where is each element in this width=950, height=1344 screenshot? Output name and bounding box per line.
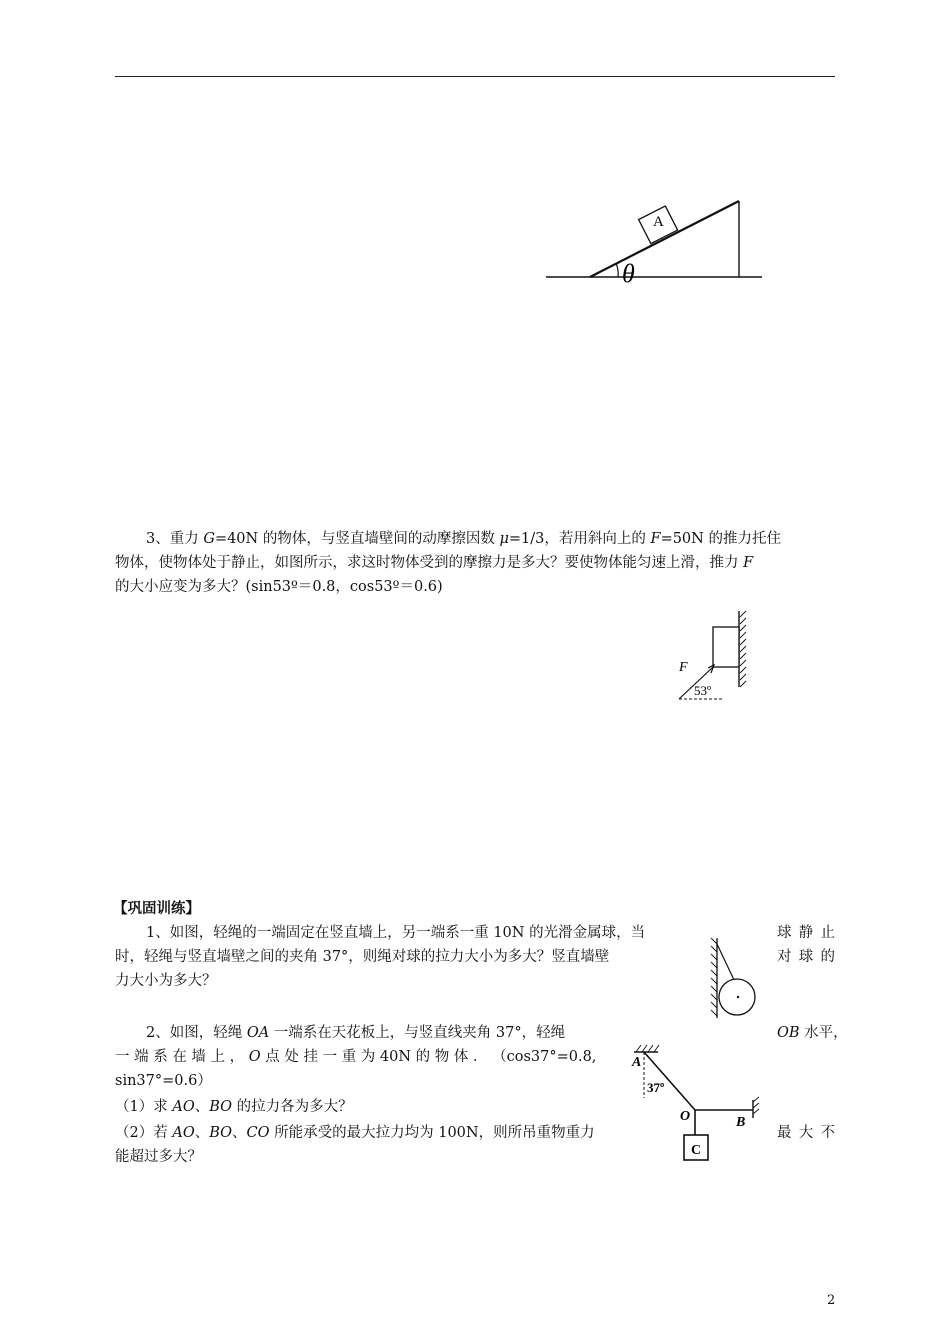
force-f-label: F	[679, 660, 688, 675]
block-c-label: C	[691, 1143, 702, 1158]
p1-line-1: 1、如图，轻绳的一端固定在竖直墙上，另一端系一重 10N 的光滑金属球，当	[146, 925, 646, 941]
point-o-label: O	[680, 1109, 691, 1124]
q3-line-3: 的大小应变为多大？(sin53º＝0.8，cos53º＝0.6)	[115, 579, 443, 595]
p2-line-1: 2、如图，轻绳 OA 一端系在天花板上，与竖直线夹角 37°，轻绳	[146, 1025, 566, 1041]
block-a-label: A	[653, 214, 664, 230]
incline-diagram	[540, 190, 770, 290]
page-number: 2	[827, 1293, 836, 1308]
point-a-label: A	[632, 1055, 642, 1070]
p2-line-5-right: 最 大 不	[777, 1125, 835, 1141]
p2-line-2: 一 端 系 在 墙 上 ， O 点 处 挂 一 重 为 40N 的 物 体 ． （cos37°=0.8,	[115, 1049, 597, 1065]
p2-line-6: 能超过多大？	[115, 1149, 202, 1165]
point-b-label: B	[736, 1115, 746, 1130]
header-rule	[115, 76, 835, 77]
q3-line-2: 物体，使物体处于静止，如图所示，求这时物体受到的摩擦力是多大？要使物体能匀速上滑，推力 F	[115, 555, 754, 571]
p1-line-1-right: 球 静 止	[777, 925, 835, 941]
p2-line-3: sin37°=0.6）	[115, 1073, 212, 1089]
p1-line-2: 时，轻绳与竖直墙壁之间的夹角 37°，则绳对球的拉力大小为多大？竖直墙壁	[115, 949, 610, 965]
section-heading: 【巩固训练】	[113, 901, 200, 917]
ball-wall-diagram	[700, 930, 770, 1025]
q3-line-1: 3、重力 G=40N 的物体，与竖直墙壁间的动摩擦因数 μ=1/3，若用斜向上的 F=50N 的推力托住	[146, 531, 781, 547]
p2-line-1-right: OB 水平，	[777, 1025, 848, 1041]
wall-block-diagram	[670, 605, 765, 705]
hanging-weight-diagram	[620, 1030, 770, 1175]
p1-line-2-right: 对 球 的	[777, 949, 835, 965]
p2-line-5: （2）若 AO、BO、CO 所能承受的最大拉力均为 100N，则所吊重物重力	[115, 1125, 595, 1141]
p2-line-4: （1）求 AO、BO 的拉力各为多大？	[115, 1099, 353, 1115]
theta-label: θ	[622, 259, 635, 288]
angle-53-label: 53º	[694, 683, 712, 698]
p1-line-3: 力大小为多大？	[115, 973, 217, 989]
angle-37-label: 37º	[647, 1080, 665, 1095]
